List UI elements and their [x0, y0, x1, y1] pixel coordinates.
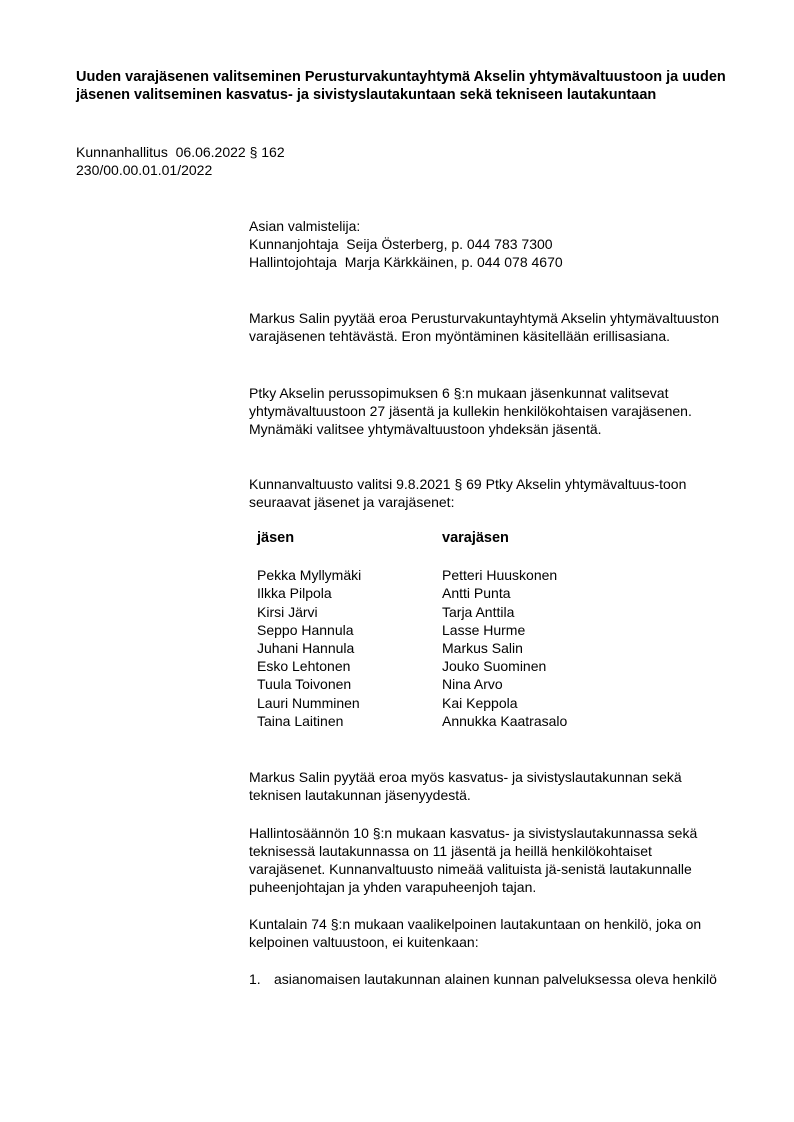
paragraph-resignation-akseli: Markus Salin pyytää eroa Perusturvakuntayhtymä Akselin yhtymävaltuuston varajäsenen tehtävästä. Eron myöntäminen käsitellään erillisasiana.: [249, 310, 720, 344]
member-name: Kirsi Järvi: [257, 603, 318, 620]
deputy-name: Annukka Kaatrasalo: [442, 712, 568, 729]
member-name: Seppo Hannula: [257, 621, 354, 638]
table-row: [257, 712, 657, 730]
table-row: [257, 621, 657, 639]
meeting-info: [76, 143, 285, 179]
deputy-name: Petteri Huuskonen: [442, 567, 558, 584]
member-name: Ilkka Pilpola: [257, 585, 332, 602]
table-row: [257, 584, 657, 602]
deputy-name: Tarja Anttila: [442, 603, 515, 620]
paragraph-basic-agreement: Ptky Akselin perussopimuksen 6 §:n mukaan jäsenkunnat valitsevat yhtymävaltuustoon 27 jäsentä ja kullekin henkilökohtaisen varajäsenen. Mynämäki valitsee yhtymävaltuustoon yhdeksän jäsentä.: [249, 385, 692, 437]
table-row: [257, 603, 657, 621]
table-row: [257, 694, 657, 712]
column-header-member: jäsen: [257, 530, 295, 546]
table-row: [257, 675, 657, 693]
deputy-name: Kai Keppola: [442, 694, 518, 711]
member-name: Juhani Hannula: [257, 639, 355, 656]
meeting-reference: Kunnanhallitus 06.06.2022 § 162: [76, 144, 285, 160]
paragraph-council-election: Kunnanvaltuusto valitsi 9.8.2021 § 69 Ptky Akselin yhtymävaltuus-toon seuraavat jäsenet ja varajäsenet:: [249, 476, 687, 510]
member-name: Pekka Myllymäki: [257, 567, 362, 584]
members-table-header: [257, 529, 657, 547]
preparer-line-1: Kunnanjohtaja Seija Österberg, p. 044 783 7300: [249, 236, 553, 252]
list-item-number: 1.: [249, 971, 261, 987]
deputy-name: Markus Salin: [442, 639, 523, 656]
member-name: Taina Laitinen: [257, 712, 344, 729]
deputy-name: Lasse Hurme: [442, 621, 526, 638]
list-item: [249, 970, 729, 988]
record-number: 230/00.00.01.01/2022: [76, 162, 213, 178]
document-title: Uuden varajäsenen valitseminen Perusturvakuntayhtymä Akselin yhtymävaltuustoon ja uuden jäsenen valitseminen kasvatus- ja sivistyslautakuntaan sekä tekniseen lautakuntaan: [76, 69, 726, 103]
member-name: Lauri Numminen: [257, 694, 360, 711]
members-table: [257, 529, 657, 730]
deputy-name: Jouko Suominen: [442, 658, 547, 675]
column-header-deputy: varajäsen: [442, 530, 509, 546]
deputy-name: Nina Arvo: [442, 676, 503, 693]
paragraph-resignation-boards: Markus Salin pyytää eroa myös kasvatus- ja sivistyslautakunnan sekä teknisen lautakunnan jäsenyydestä.: [249, 769, 682, 803]
preparer-heading: Asian valmistelija:: [249, 218, 361, 234]
table-row: [257, 639, 657, 657]
list-item-text: asianomaisen lautakunnan alainen kunnan palveluksessa oleva henkilö: [274, 971, 717, 987]
table-row: [257, 657, 657, 675]
table-row: [257, 566, 657, 584]
member-name: Tuula Toivonen: [257, 676, 352, 693]
preparer-block: [249, 217, 729, 271]
deputy-name: Antti Punta: [442, 585, 511, 602]
paragraph-municipal-act: Kuntalain 74 §:n mukaan vaalikelpoinen lautakuntaan on henkilö, joka on kelpoinen valtuustoon, ei kuitenkaan:: [249, 916, 702, 950]
preparer-line-2: Hallintojohtaja Marja Kärkkäinen, p. 044 078 4670: [249, 254, 563, 270]
member-name: Esko Lehtonen: [257, 658, 351, 675]
paragraph-administrative-rules: Hallintosäännön 10 §:n mukaan kasvatus- ja sivistyslautakunnassa sekä teknisessä lautakunnassa on 11 jäsentä ja heillä henkilökohtaiset varajäsenet. Kunnanvaltuusto nimeää valituista jä-senistä lautakunnalle puheenjohtajan ja yhden varapuheenjoh tajan.: [249, 825, 698, 895]
